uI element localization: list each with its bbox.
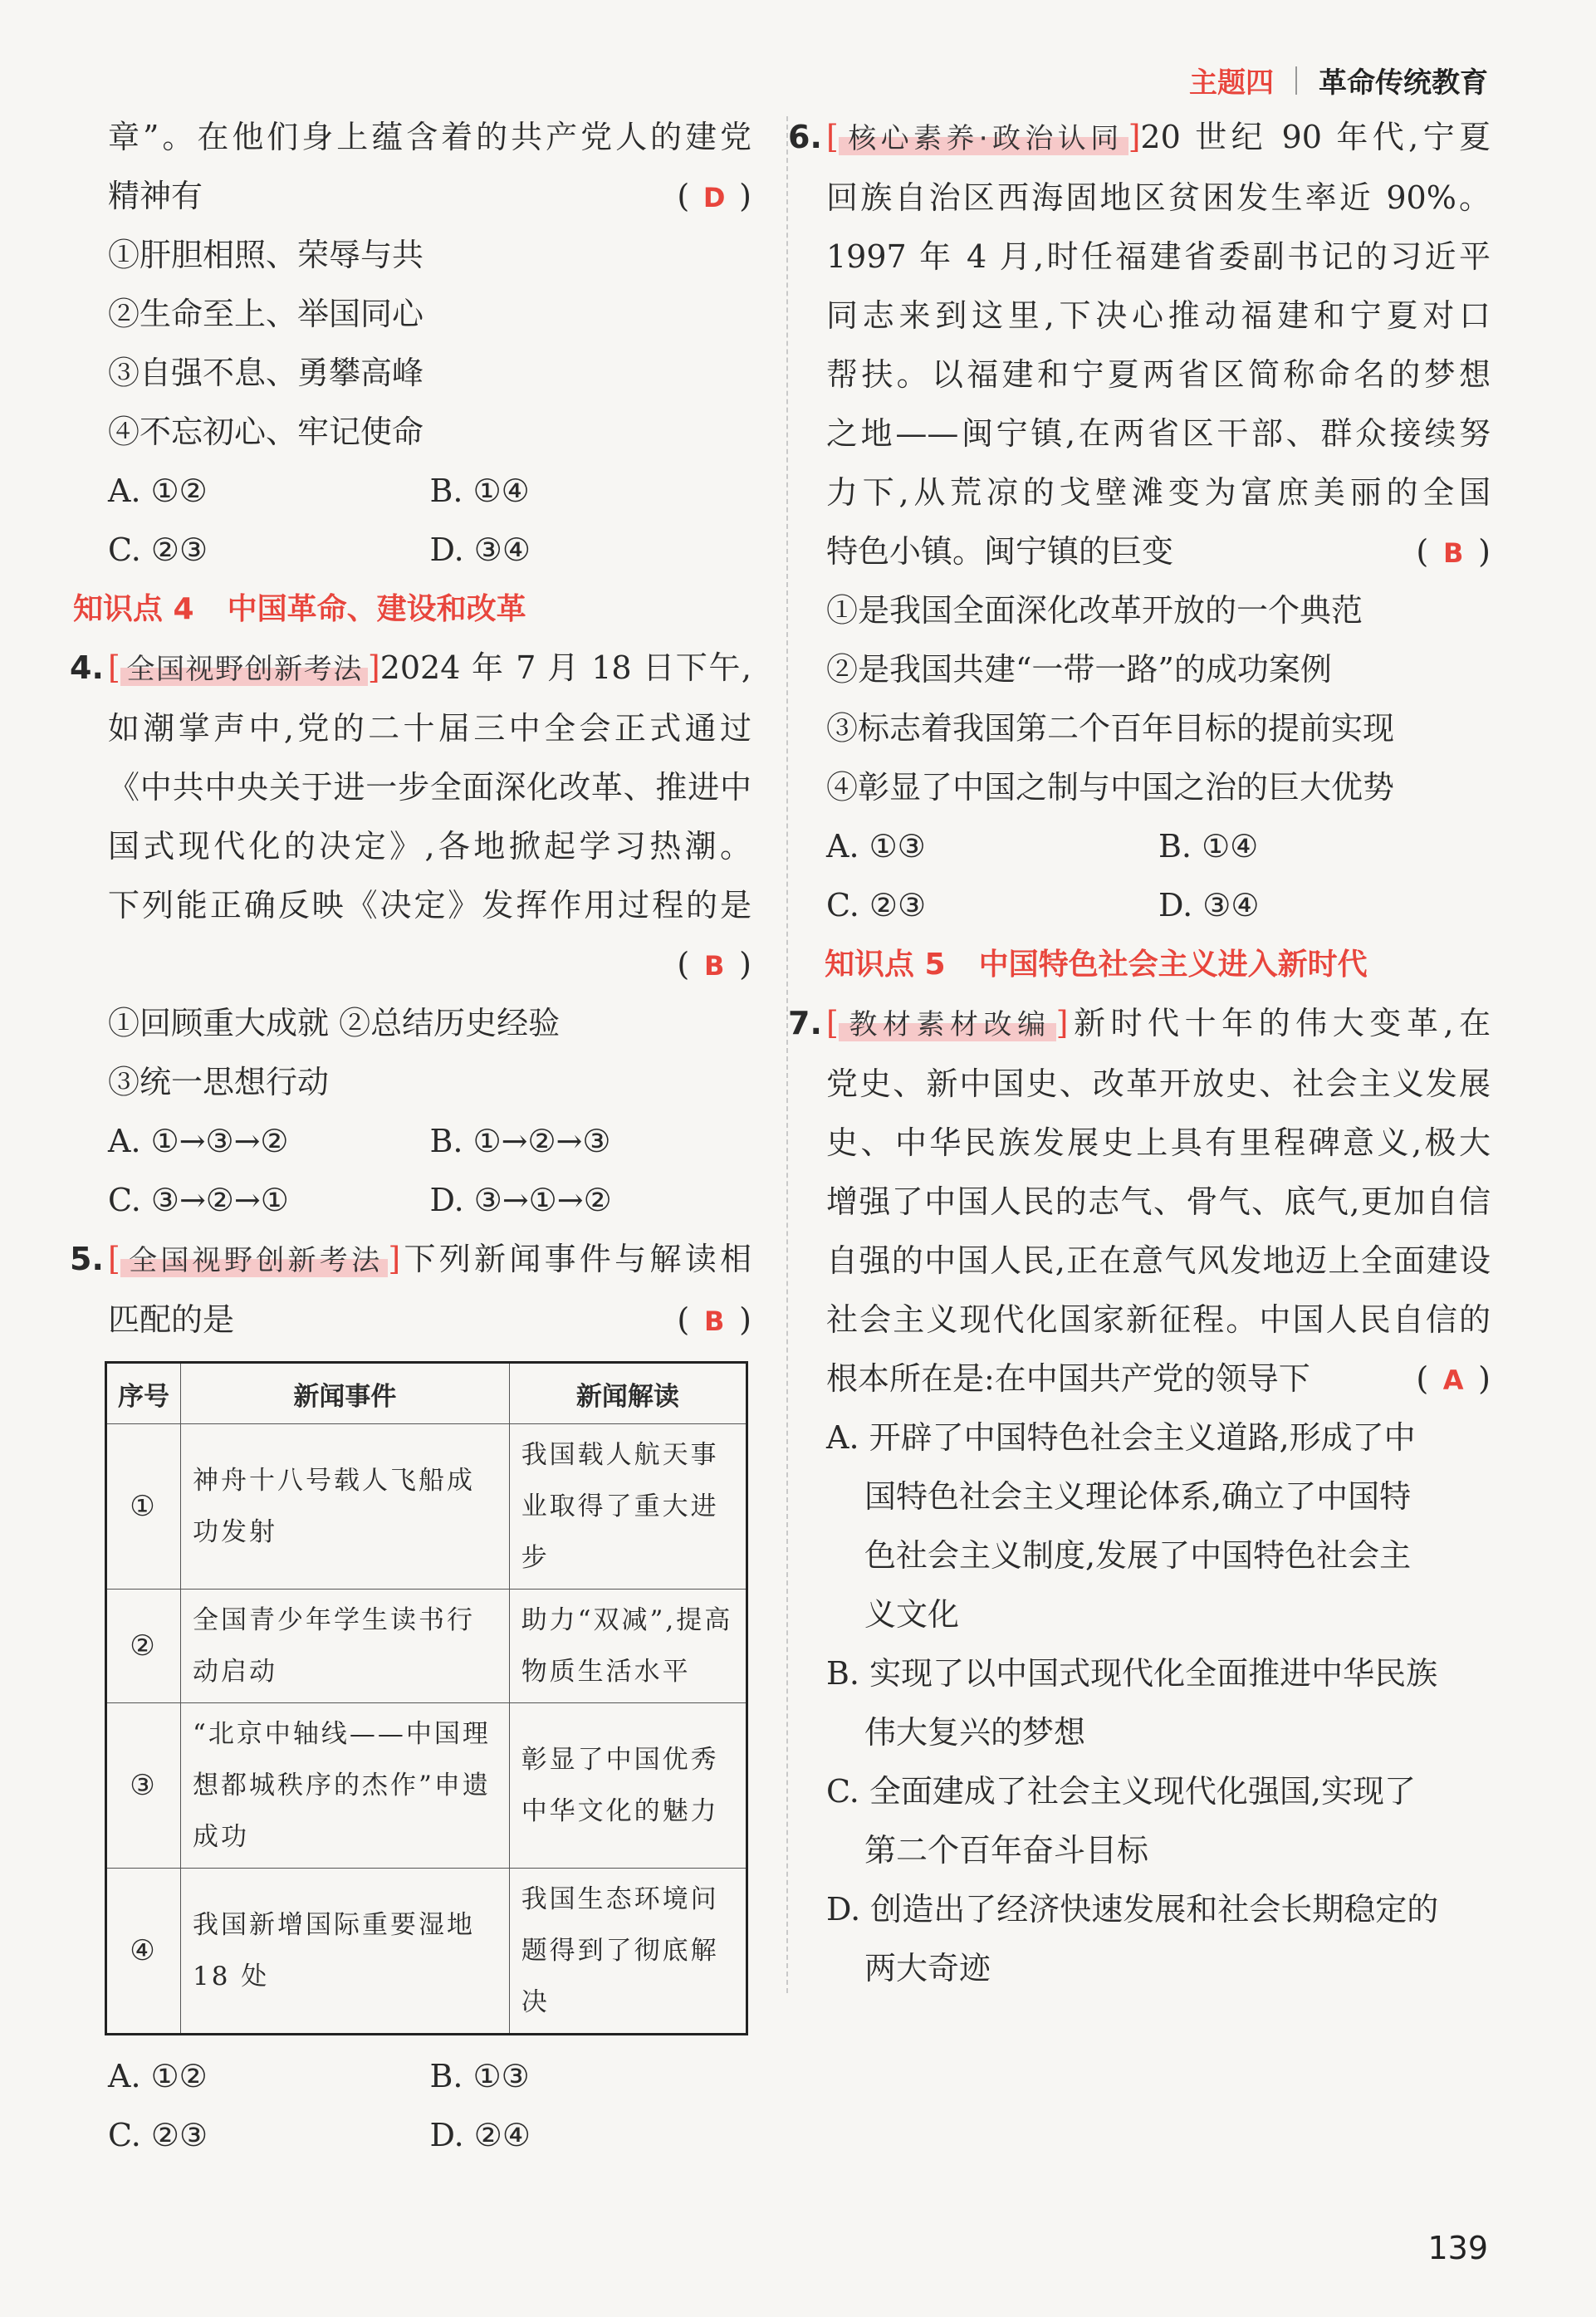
text-line: 1997 年 4 月,时任福建省委副书记的习近平 bbox=[826, 238, 1491, 275]
text-line: 匹配的是 bbox=[108, 1301, 235, 1338]
answer-value: B bbox=[1442, 537, 1464, 569]
statement-item: ②生命至上、举国同心 bbox=[108, 296, 424, 332]
table-cell-no: ① bbox=[106, 1424, 181, 1590]
option-b-line: 伟大复兴的梦想 bbox=[864, 1714, 1086, 1751]
table-header: 序号 bbox=[106, 1363, 181, 1424]
text-line: 国式现代化的决定》,各地掀起学习热潮。 bbox=[108, 828, 751, 865]
right-column bbox=[788, 108, 1491, 1998]
answer-bracket: ( B ) bbox=[677, 935, 751, 996]
column-divider bbox=[786, 116, 788, 1993]
option-a-line: 色社会主义制度,发展了中国特色社会主 bbox=[864, 1537, 1412, 1574]
text-line: 自强的中国人民,正在意气风发地迈上全面建设 bbox=[826, 1242, 1491, 1279]
text-line: 增强了中国人民的志气、骨气、底气,更加自信 bbox=[826, 1183, 1491, 1220]
left-column bbox=[70, 108, 752, 2165]
question-tag: 核心素养·政治认同 bbox=[839, 122, 1128, 155]
text-line: 史、中华民族发展史上具有里程碑意义,极大 bbox=[826, 1124, 1491, 1161]
text-line: 2024 年 7 月 18 日下午, bbox=[379, 649, 752, 686]
option-c-line: C. 全面建成了社会主义现代化强国,实现了 bbox=[826, 1773, 1416, 1810]
answer-value: D bbox=[703, 182, 726, 213]
page-number: 139 bbox=[1427, 2230, 1488, 2266]
question-stem-end bbox=[826, 1350, 1491, 1408]
table-cell-event: 我国新增国际重要湿地 18 处 bbox=[181, 1869, 510, 2035]
statement-item: ④彰显了中国之制与中国之治的巨大优势 bbox=[826, 769, 1395, 806]
option-row bbox=[108, 1112, 751, 1171]
answer-bracket: ( D ) bbox=[677, 167, 751, 228]
statement-item: ④不忘初心、牢记使命 bbox=[108, 414, 424, 450]
answer-value: B bbox=[703, 1305, 725, 1337]
text-line: 同志来到这里,下决心推动福建和宁夏对口 bbox=[826, 297, 1491, 334]
text-line: 党史、新中国史、改革开放史、社会主义发展 bbox=[826, 1065, 1491, 1102]
statement-item: ①回顾重大成就 ②总结历史经验 bbox=[108, 1005, 561, 1041]
kp-title: 中国特色社会主义进入新时代 bbox=[978, 948, 1368, 982]
option-c-line: 第二个百年奋斗目标 bbox=[864, 1832, 1149, 1869]
table-cell-no: ④ bbox=[106, 1869, 181, 2035]
text-line: 特色小镇。闽宁镇的巨变 bbox=[826, 533, 1174, 570]
table-cell-event: 神舟十八号载人飞船成功发射 bbox=[181, 1424, 510, 1590]
option-row bbox=[108, 462, 751, 521]
text-line: 如潮掌声中,党的二十届三中全会正式通过 bbox=[108, 710, 751, 747]
option-c: C. ②③ bbox=[108, 531, 208, 568]
table-row bbox=[106, 1424, 747, 1590]
question-number: 7. bbox=[788, 1005, 822, 1041]
option-a: A. ①② bbox=[108, 2058, 208, 2094]
text-line: 下列新闻事件与解读相 bbox=[400, 1241, 751, 1277]
question-number: 6. bbox=[788, 119, 822, 155]
option-a-line: 国特色社会主义理论体系,确立了中国特 bbox=[864, 1478, 1412, 1515]
answer-bracket: ( A ) bbox=[1416, 1350, 1491, 1410]
table-cell-reading: 我国生态环境问题得到了彻底解决 bbox=[509, 1869, 747, 2035]
option-a-line: A. 开辟了中国特色社会主义道路,形成了中 bbox=[826, 1419, 1416, 1456]
option-d: D. ③④ bbox=[429, 531, 531, 568]
text-line: 之地——闽宁镇,在两省区干部、群众接续努 bbox=[826, 415, 1491, 452]
option-d: D. ③④ bbox=[1158, 887, 1260, 923]
option-c: C. ②③ bbox=[826, 887, 927, 923]
option-row bbox=[108, 2106, 751, 2165]
option-a: A. ①② bbox=[108, 473, 208, 509]
kp-title: 中国革命、建设和改革 bbox=[227, 592, 526, 626]
text-line: 20 世纪 90 年代,宁夏 bbox=[1140, 119, 1491, 155]
option-row bbox=[826, 817, 1491, 876]
option-d-line: D. 创造出了经济快速发展和社会长期稳定的 bbox=[826, 1891, 1439, 1928]
table-row bbox=[106, 1590, 747, 1703]
table-cell-reading: 助力“双减”,提高物质生活水平 bbox=[509, 1590, 747, 1703]
text-line: 社会主义现代化国家新征程。中国人民自信的 bbox=[826, 1301, 1491, 1338]
option-b: B. ①④ bbox=[1158, 828, 1259, 865]
option-row bbox=[108, 521, 751, 580]
page-header bbox=[1189, 60, 1488, 100]
answer-bracket: ( B ) bbox=[677, 1291, 751, 1351]
question-5-first-line: 5. [ 全国视野创新考法 ]下列新闻事件与解读相 bbox=[108, 1230, 751, 1291]
table-row bbox=[106, 1703, 747, 1869]
table-row bbox=[106, 1869, 747, 2035]
knowledge-point-heading bbox=[73, 580, 751, 639]
option-b: B. ①④ bbox=[429, 473, 530, 509]
answer-value: A bbox=[1442, 1364, 1464, 1396]
kp-label: 知识点 5 bbox=[825, 948, 946, 982]
question-tag: 全国视野创新考法 bbox=[120, 653, 368, 686]
header-divider bbox=[1295, 66, 1297, 95]
question-7-first-line: 7. [ 教材素材改编 ]新时代十年的伟大变革,在 bbox=[826, 994, 1491, 1055]
question-tag: 全国视野创新考法 bbox=[120, 1244, 389, 1277]
option-d-line: 两大奇迹 bbox=[864, 1950, 991, 1986]
text-line: 《中共中央关于进一步全面深化改革、推进中 bbox=[108, 769, 751, 806]
statement-item: ③自强不息、勇攀高峰 bbox=[108, 355, 424, 391]
statement-item: ③统一思想行动 bbox=[108, 1064, 330, 1100]
text-line: 力下,从荒凉的戈壁滩变为富庶美丽的全国 bbox=[826, 474, 1491, 511]
option-a: A. ①③ bbox=[826, 828, 926, 865]
option-c: C. ③→②→① bbox=[108, 1182, 289, 1218]
option-a-line: 义文化 bbox=[864, 1596, 960, 1633]
option-d: D. ③→①→② bbox=[429, 1182, 612, 1218]
statement-item: ①肝胆相照、荣辱与共 bbox=[108, 237, 424, 273]
question-number: 5. bbox=[70, 1241, 104, 1277]
option-c: C. ②③ bbox=[108, 2117, 208, 2153]
table-cell-reading: 彰显了中国优秀中华文化的魅力 bbox=[509, 1703, 747, 1869]
question-number: 4. bbox=[70, 649, 104, 686]
text-line: 帮扶。以福建和宁夏两省区简称命名的梦想 bbox=[826, 356, 1491, 393]
table-header: 新闻解读 bbox=[509, 1363, 747, 1424]
statement-item: ①是我国全面深化改革开放的一个典范 bbox=[826, 592, 1363, 629]
question-4-first-line: 4. [ 全国视野创新考法 ]2024 年 7 月 18 日下午, bbox=[108, 639, 751, 699]
answer-line bbox=[108, 935, 751, 994]
text-line: 章”。在他们身上蕴含着的共产党人的建党 bbox=[108, 119, 751, 155]
option-row bbox=[108, 1171, 751, 1230]
question-tag: 教材素材改编 bbox=[839, 1008, 1056, 1041]
table-cell-reading: 我国载人航天事业取得了重大进步 bbox=[509, 1424, 747, 1590]
option-d: D. ②④ bbox=[429, 2117, 531, 2153]
text-line: 精神有 bbox=[108, 178, 203, 214]
question-stem-end bbox=[108, 167, 751, 226]
knowledge-point-heading bbox=[825, 935, 1491, 994]
table-header-row bbox=[106, 1363, 747, 1424]
text-line: 根本所在是:在中国共产党的领导下 bbox=[826, 1360, 1310, 1397]
table-cell-no: ③ bbox=[106, 1703, 181, 1869]
option-row bbox=[108, 2047, 751, 2106]
statement-item: ②是我国共建“一带一路”的成功案例 bbox=[826, 651, 1332, 688]
text-line: 下列能正确反映《决定》发挥作用过程的是 bbox=[108, 887, 751, 923]
text-line: 新时代十年的伟大变革,在 bbox=[1068, 1005, 1491, 1041]
option-b: B. ①③ bbox=[429, 2058, 530, 2094]
option-row bbox=[826, 876, 1491, 935]
question-stem-end bbox=[108, 1291, 751, 1350]
question-6-first-line: 6. [ 核心素养·政治认同 ]20 世纪 90 年代,宁夏 bbox=[826, 108, 1491, 169]
statement-item: ③标志着我国第二个百年目标的提前实现 bbox=[826, 710, 1395, 747]
table-header: 新闻事件 bbox=[181, 1363, 510, 1424]
option-b-line: B. 实现了以中国式现代化全面推进中华民族 bbox=[826, 1655, 1438, 1692]
news-table bbox=[105, 1361, 748, 2035]
topic-label: 主题四 bbox=[1189, 66, 1274, 100]
table-cell-event: “北京中轴线——中国理想都城秩序的杰作”申遗成功 bbox=[181, 1703, 510, 1869]
kp-label: 知识点 4 bbox=[73, 592, 194, 626]
text-line: 回族自治区西海固地区贫困发生率近 90%。 bbox=[826, 179, 1491, 216]
question-stem-end bbox=[826, 522, 1491, 581]
answer-value: B bbox=[703, 950, 725, 982]
topic-title: 革命传统教育 bbox=[1319, 66, 1488, 100]
answer-bracket: ( B ) bbox=[1416, 522, 1491, 583]
table-cell-no: ② bbox=[106, 1590, 181, 1703]
table-cell-event: 全国青少年学生读书行动启动 bbox=[181, 1590, 510, 1703]
option-a: A. ①→③→② bbox=[108, 1123, 289, 1159]
option-b: B. ①→②→③ bbox=[429, 1123, 611, 1159]
